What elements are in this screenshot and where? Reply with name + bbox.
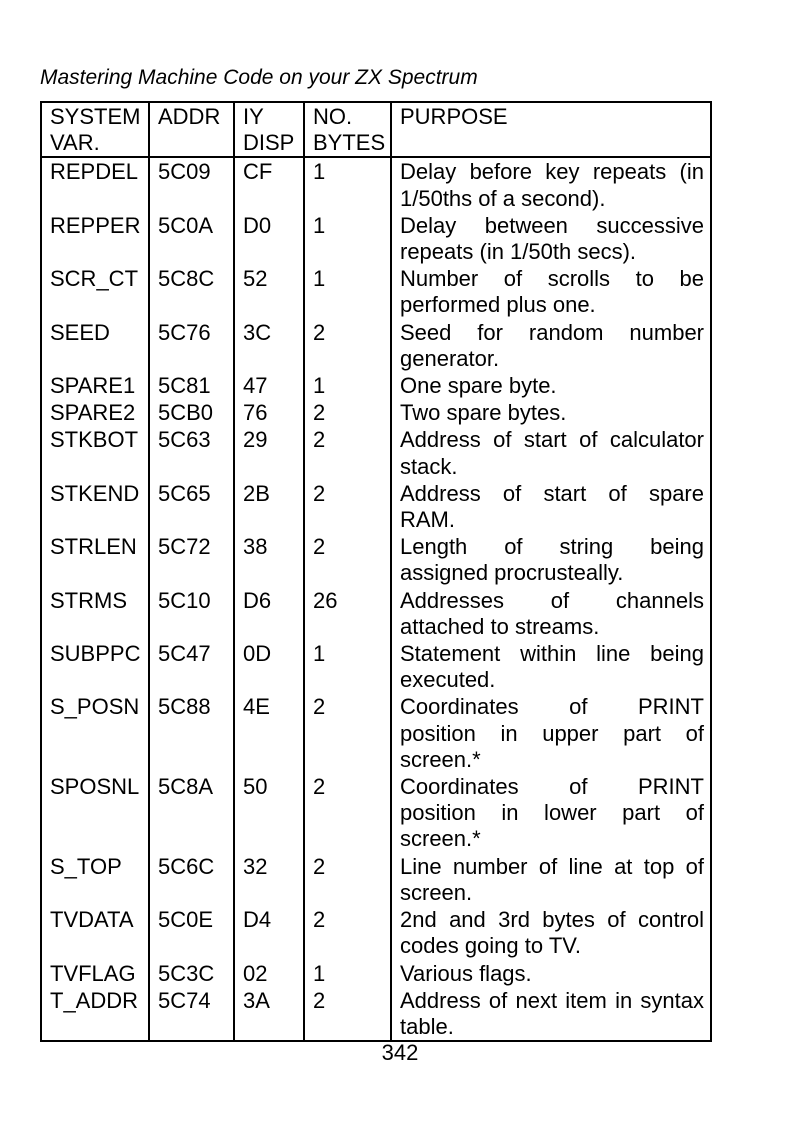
cell-system-var: SUBPPC — [50, 641, 141, 667]
purpose-line: generator. — [400, 345, 500, 371]
cell-system-var: S_TOP — [50, 853, 122, 879]
cell-addr: 5C8C — [149, 265, 234, 318]
cell-addr: 5C0A — [149, 212, 234, 265]
column-header-line: DISP — [243, 130, 295, 156]
table-body — [41, 157, 711, 1041]
cell-no-bytes: 1 — [304, 265, 391, 318]
column-header-line: NO. — [313, 104, 353, 129]
purpose-line: position in lower part of — [400, 800, 704, 826]
cell-iy-disp: 02 — [234, 960, 304, 987]
cell-no-bytes: 2 — [304, 853, 391, 906]
cell-purpose — [391, 265, 711, 318]
purpose-line: Statement within line being — [400, 641, 704, 667]
cell-no-bytes: 2 — [304, 399, 391, 426]
purpose-line: executed. — [400, 667, 496, 693]
cell-system-var: STKBOT — [50, 427, 139, 453]
cell-purpose — [391, 853, 711, 906]
cell-iy-disp: 3A — [234, 987, 304, 1041]
cell-no-bytes: 1 — [304, 372, 391, 399]
cell-no-bytes: 1 — [304, 640, 391, 693]
cell-addr: 5C63 — [149, 426, 234, 479]
cell-purpose — [391, 157, 711, 211]
cell-addr: 5C47 — [149, 640, 234, 693]
purpose-line: 2nd and 3rd bytes of control — [400, 907, 704, 933]
cell-purpose — [391, 906, 711, 959]
table-header — [41, 102, 711, 157]
purpose-line: Coordinates of PRINT — [400, 694, 704, 720]
cell-no-bytes: 2 — [304, 693, 391, 773]
cell-addr: 5C65 — [149, 480, 234, 533]
cell-purpose — [391, 319, 711, 372]
table-row — [41, 906, 711, 959]
cell-no-bytes: 2 — [304, 533, 391, 586]
purpose-line: Number of scrolls to be — [400, 266, 704, 292]
purpose-line: performed plus one. — [400, 292, 596, 318]
cell-addr: 5C09 — [149, 157, 234, 211]
cell-system-var: TVDATA — [50, 907, 134, 933]
column-header-system-var — [41, 102, 149, 157]
cell-iy-disp: 47 — [234, 372, 304, 399]
table-row — [41, 157, 711, 211]
cell-addr: 5C3C — [149, 960, 234, 987]
page-number: 342 — [381, 1040, 419, 1065]
cell-addr: 5C6C — [149, 853, 234, 906]
cell-addr: 5C74 — [149, 987, 234, 1041]
purpose-line: Various flags. — [400, 960, 532, 986]
purpose-line: RAM. — [400, 507, 455, 533]
cell-system-var: STRLEN — [50, 534, 137, 560]
cell-system-var: T_ADDR — [50, 987, 139, 1013]
purpose-line: One spare byte. — [400, 373, 557, 399]
cell-system-var: STRMS — [50, 587, 127, 613]
cell-system-var: REPPER — [50, 212, 141, 238]
purpose-line: repeats (in 1/50th secs). — [400, 239, 637, 265]
table-row — [41, 399, 711, 426]
purpose-line: Two spare bytes. — [400, 400, 567, 426]
cell-iy-disp: 38 — [234, 533, 304, 586]
cell-iy-disp: 3C — [234, 319, 304, 372]
cell-system-var: TVFLAG — [50, 960, 136, 986]
purpose-line: 1/50ths of a second). — [400, 185, 606, 211]
purpose-line: Address of start of calculator — [400, 427, 704, 453]
table-row — [41, 987, 711, 1041]
cell-purpose — [391, 640, 711, 693]
running-header: Mastering Machine Code on your ZX Spectrum — [40, 66, 478, 89]
cell-no-bytes: 2 — [304, 987, 391, 1041]
cell-addr: 5C81 — [149, 372, 234, 399]
cell-purpose — [391, 987, 711, 1041]
cell-no-bytes: 1 — [304, 157, 391, 211]
cell-iy-disp: 4E — [234, 693, 304, 773]
cell-purpose — [391, 773, 711, 853]
table-row — [41, 319, 711, 372]
cell-purpose — [391, 212, 711, 265]
cell-addr: 5C88 — [149, 693, 234, 773]
cell-purpose — [391, 587, 711, 640]
system-variables-table — [40, 101, 712, 1042]
cell-iy-disp: 32 — [234, 853, 304, 906]
cell-iy-disp: 29 — [234, 426, 304, 479]
column-header-addr — [149, 102, 234, 157]
cell-purpose — [391, 426, 711, 479]
cell-addr: 5C76 — [149, 319, 234, 372]
cell-iy-disp: D4 — [234, 906, 304, 959]
cell-no-bytes: 2 — [304, 426, 391, 479]
purpose-line: Line number of line at top of — [400, 853, 704, 879]
cell-purpose — [391, 372, 711, 399]
table-row — [41, 693, 711, 773]
column-header-line: PURPOSE — [400, 104, 508, 129]
column-header-iy-disp — [234, 102, 304, 157]
purpose-line: Address of next item in syntax — [400, 987, 704, 1013]
cell-no-bytes: 1 — [304, 960, 391, 987]
purpose-line: Delay before key repeats (in — [400, 159, 704, 185]
cell-no-bytes: 1 — [304, 212, 391, 265]
cell-iy-disp: 52 — [234, 265, 304, 318]
cell-system-var: SPOSNL — [50, 774, 140, 800]
cell-no-bytes: 26 — [304, 587, 391, 640]
cell-iy-disp: 0D — [234, 640, 304, 693]
cell-addr: 5C8A — [149, 773, 234, 853]
table-row — [41, 372, 711, 399]
cell-iy-disp: CF — [234, 157, 304, 211]
cell-system-var: SEED — [50, 319, 110, 345]
purpose-line: table. — [400, 1013, 454, 1039]
purpose-line: Addresses of channels — [400, 587, 704, 613]
column-header-line: ADDR — [158, 104, 221, 129]
column-header-line: SYSTEM — [50, 104, 141, 129]
cell-purpose — [391, 960, 711, 987]
cell-no-bytes: 2 — [304, 319, 391, 372]
purpose-line: Delay between successive — [400, 212, 704, 238]
table-row — [41, 265, 711, 318]
cell-system-var: S_POSN — [50, 694, 140, 720]
table-row — [41, 480, 711, 533]
table-header-row — [41, 102, 711, 157]
table-row — [41, 960, 711, 987]
purpose-line: Length of string being — [400, 534, 704, 560]
cell-system-var: SPARE1 — [50, 373, 136, 399]
cell-no-bytes: 2 — [304, 773, 391, 853]
table-row — [41, 773, 711, 853]
cell-system-var: SPARE2 — [50, 400, 136, 426]
cell-no-bytes: 2 — [304, 906, 391, 959]
cell-purpose — [391, 399, 711, 426]
table-row — [41, 426, 711, 479]
purpose-line: assigned procrusteally. — [400, 560, 624, 586]
cell-system-var: SCR_CT — [50, 266, 139, 292]
table-row — [41, 212, 711, 265]
cell-iy-disp: D0 — [234, 212, 304, 265]
purpose-line: stack. — [400, 453, 458, 479]
column-header-line: IY — [243, 104, 264, 129]
cell-addr: 5C72 — [149, 533, 234, 586]
table-row — [41, 640, 711, 693]
table-row — [41, 587, 711, 640]
column-header-purpose — [391, 102, 711, 157]
purpose-line: screen.* — [400, 826, 481, 852]
purpose-line: screen.* — [400, 746, 481, 772]
cell-iy-disp: D6 — [234, 587, 304, 640]
purpose-line: Coordinates of PRINT — [400, 774, 704, 800]
cell-iy-disp: 50 — [234, 773, 304, 853]
cell-addr: 5C10 — [149, 587, 234, 640]
cell-iy-disp: 76 — [234, 399, 304, 426]
purpose-line: position in upper part of — [400, 720, 704, 746]
column-header-line: VAR. — [50, 130, 100, 156]
purpose-line: codes going to TV. — [400, 933, 582, 959]
cell-no-bytes: 2 — [304, 480, 391, 533]
table-row — [41, 853, 711, 906]
table-row — [41, 533, 711, 586]
cell-system-var: STKEND — [50, 480, 140, 506]
cell-iy-disp: 2B — [234, 480, 304, 533]
column-header-line: BYTES — [313, 130, 386, 156]
cell-purpose — [391, 533, 711, 586]
cell-addr: 5CB0 — [149, 399, 234, 426]
cell-purpose — [391, 480, 711, 533]
cell-system-var: REPDEL — [50, 159, 139, 185]
purpose-line: Address of start of spare — [400, 480, 704, 506]
purpose-line: screen. — [400, 879, 473, 905]
column-header-no-bytes — [304, 102, 391, 157]
cell-addr: 5C0E — [149, 906, 234, 959]
purpose-line: Seed for random number — [400, 319, 704, 345]
purpose-line: attached to streams. — [400, 613, 600, 639]
cell-purpose — [391, 693, 711, 773]
